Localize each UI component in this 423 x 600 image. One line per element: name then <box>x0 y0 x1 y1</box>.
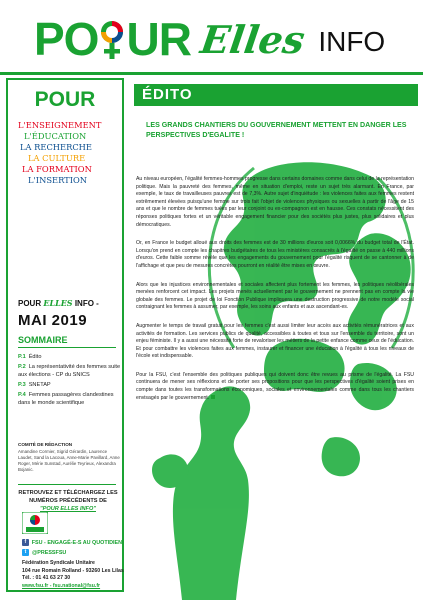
toc-item[interactable] <box>18 381 122 389</box>
mission-item: L'INSERTION <box>28 175 88 185</box>
retrouvez-text: RETROUVEZ ET TÉLÉCHARGEZ LES NUMÉROS PRÉCÉDENTS DE <box>18 490 118 504</box>
social-link[interactable] <box>22 549 122 556</box>
comite-members: Amandine Cormier, Sigrid Gérardin, Laurence Laudet, Sand la Lacoua, Anne-Marie Pavillard, Anne Roger, Mérie Sunstad, Aurélie Teyrieux, Alexandra Bojanic. <box>18 449 120 472</box>
fsu-logo[interactable] <box>22 512 48 534</box>
social-link[interactable] <box>22 539 122 546</box>
address-tel: Tél. : 01 41 63 27 30 <box>22 575 71 581</box>
comite-title: COMITÉ DE RÉDACTION <box>18 442 73 447</box>
toc-page-number: P.1 <box>18 354 26 360</box>
missions-list <box>18 120 122 186</box>
paragraph-text: Or, en France le budget alloué aux droits des femmes est de 30 millions d'euros soit 0,0066% du budget total de l'État. Lorsqu'on prend en compte les chapitres budgétaires de tous les ministères consacrés à l'égalité on passe à 440 millions d'euros. Cette faible somme révèle que les engagements du gouvernement pour l'égalité risquent de se cantonner à de l'affichage et que peu de mesures concrètes pourront en réalité être mises en œuvre. <box>136 240 414 269</box>
facebook-icon: f <box>22 539 29 546</box>
article-body <box>136 176 414 413</box>
toc-page-number: P.3 <box>18 382 26 388</box>
address-block <box>22 560 124 590</box>
address-web-link[interactable]: www.fsu.fr - fsu.national@fsu.fr <box>22 582 101 589</box>
issue-title-pre: POUR <box>18 299 42 308</box>
retrouvez-block <box>18 489 118 513</box>
logo-pour <box>34 13 191 65</box>
comite-redaction <box>18 442 122 473</box>
issue-date: MAI 2019 <box>18 312 88 329</box>
toc-label: La représentativité des femmes suite aux élections - CP du SNICS <box>18 364 121 378</box>
toc-page-number: P.2 <box>18 364 26 370</box>
toc-page-number: P.4 <box>18 392 26 398</box>
edito-header <box>134 84 418 106</box>
paragraph-text: Augmenter le temps de travail gratuit pour les femmes c'est aussi limiter leur accès aux activités rémunératrices et aux activités de formation. Les services publics de qualité, accessibles à toutes et tous sur l'ensemble du territoire, sont un enjeu féministe. Il y a aussi une nécessité forte de revaloriser les métiers de la petite enfance comme ceux de l'éducation. Et pour combattre les violences faites aux femmes, instaurer et financer une éducation à l'égalité à tous les niveaux de l'école est indispensable. <box>136 322 414 360</box>
toc-label: Femmes passagères clandestines dans le monde scientifique <box>18 392 114 406</box>
sommaire-rule <box>18 347 116 348</box>
masthead <box>0 0 423 78</box>
article-paragraph <box>136 372 414 402</box>
toc-item[interactable] <box>18 363 122 379</box>
social-links <box>22 539 122 559</box>
mission-item: L'ÉDUCATION <box>24 131 87 141</box>
address-name: Fédération Syndicale Unitaire <box>22 560 95 566</box>
sommaire-label: SOMMAIRE <box>18 335 68 345</box>
masthead-logo <box>34 12 386 65</box>
article-paragraph <box>136 176 414 229</box>
header-rule <box>0 72 423 75</box>
article-subtitle: LES GRANDS CHANTIERS DU GOUVERNEMENT METTENT EN DANGER LES PERSPECTIVES D'EGALITE ! <box>146 121 407 139</box>
sidebar-pour-title: POUR <box>34 88 96 111</box>
issue-title-em: ELLES <box>43 298 73 308</box>
mission-item: LA RECHERCHE <box>20 142 92 152</box>
address-street: 104 rue Romain Rolland - 93260 Les Lilas <box>22 567 124 574</box>
paragraph-text: Au niveau européen, l'égalité femmes-hommes progresse dans certains domaines comme dans celui de la représentation politique. Mais la pauvreté des femmes, même en situation d'emploi, reste un sujet très alarmant. En France, par exemple, le taux de travailleuses pauvres est de 7,3%. Autre sujet d'inquiétude : les violences faites aux femmes restent extrêmement élevées puisqu'une femme sur trois fait l'objet de violences physiques ou sexuelles à partir de l'âge de 15 ans et que le nombre de femmes tuées par leur conjoint ou ex-compagnon est en hausse. Ces constats nécessitent des réponses politiques fortes et un véritable engagement financier pour des sociétés plus justes, plus solidaires et plus démocratiques. <box>136 176 414 228</box>
toc-item[interactable] <box>18 353 122 361</box>
toc-label: SNETAP <box>28 382 51 388</box>
archive-link[interactable]: "POUR ELLES INFO" <box>40 506 96 512</box>
logo-pour-right: UR <box>126 13 191 65</box>
article-paragraph <box>136 240 414 270</box>
logo-info: INFO <box>318 26 386 57</box>
logo-pour-left: PO <box>34 13 99 65</box>
mission-item: LA CULTURE <box>28 153 86 163</box>
article-paragraph <box>136 282 414 312</box>
edito-title: ÉDITO <box>142 86 193 103</box>
paragraph-text: Pour la FSU, c'est l'ensemble des politiques publiques qui doivent donc être revues au prisme de l'égalité. La FSU continuera de mener ses réflexions et de porter ses propositions pour que les perspectives d'égalité soient prises en compte dans toutes les transformations économiques, sociales et environnementales comme dans tous les chantiers envisagés par le gouvernement. <box>136 371 414 401</box>
issue-title <box>18 298 99 308</box>
toc-item[interactable] <box>18 391 122 407</box>
sidebar-rule <box>18 484 116 485</box>
article-paragraph <box>136 323 414 361</box>
social-label: FSU - ENGAGÉ-E-S AU QUOTIDIEN <box>31 539 122 546</box>
issue-title-post: INFO - <box>74 299 99 308</box>
table-of-contents <box>18 353 122 409</box>
paragraph-text: Alors que les injustices environnementales et sociales affectent plus fortement les femmes, les politiques néolibérales menées renforcent cet impact. Les projets menés actuellement par le gouvernement ne prennent pas en compte la vie globale des femmes. Le projet de loi Fonction Publique impliquera une destruction progressive de notre modèle social contraignant les femmes à assumer, par exemple, les soins aux enfants et aux ascendant-es. <box>136 281 414 311</box>
mission-item: LA FORMATION <box>22 164 92 174</box>
mission-item: L'ENSEIGNEMENT <box>18 120 102 130</box>
end-mark-icon <box>211 395 215 399</box>
twitter-icon: t <box>22 549 29 556</box>
toc-label: Édito <box>28 354 42 360</box>
logo-elles: Elles <box>197 17 308 62</box>
venus-symbol-icon <box>97 16 127 62</box>
sidebar <box>6 78 124 592</box>
social-label: @PRESSFSU <box>32 549 67 556</box>
